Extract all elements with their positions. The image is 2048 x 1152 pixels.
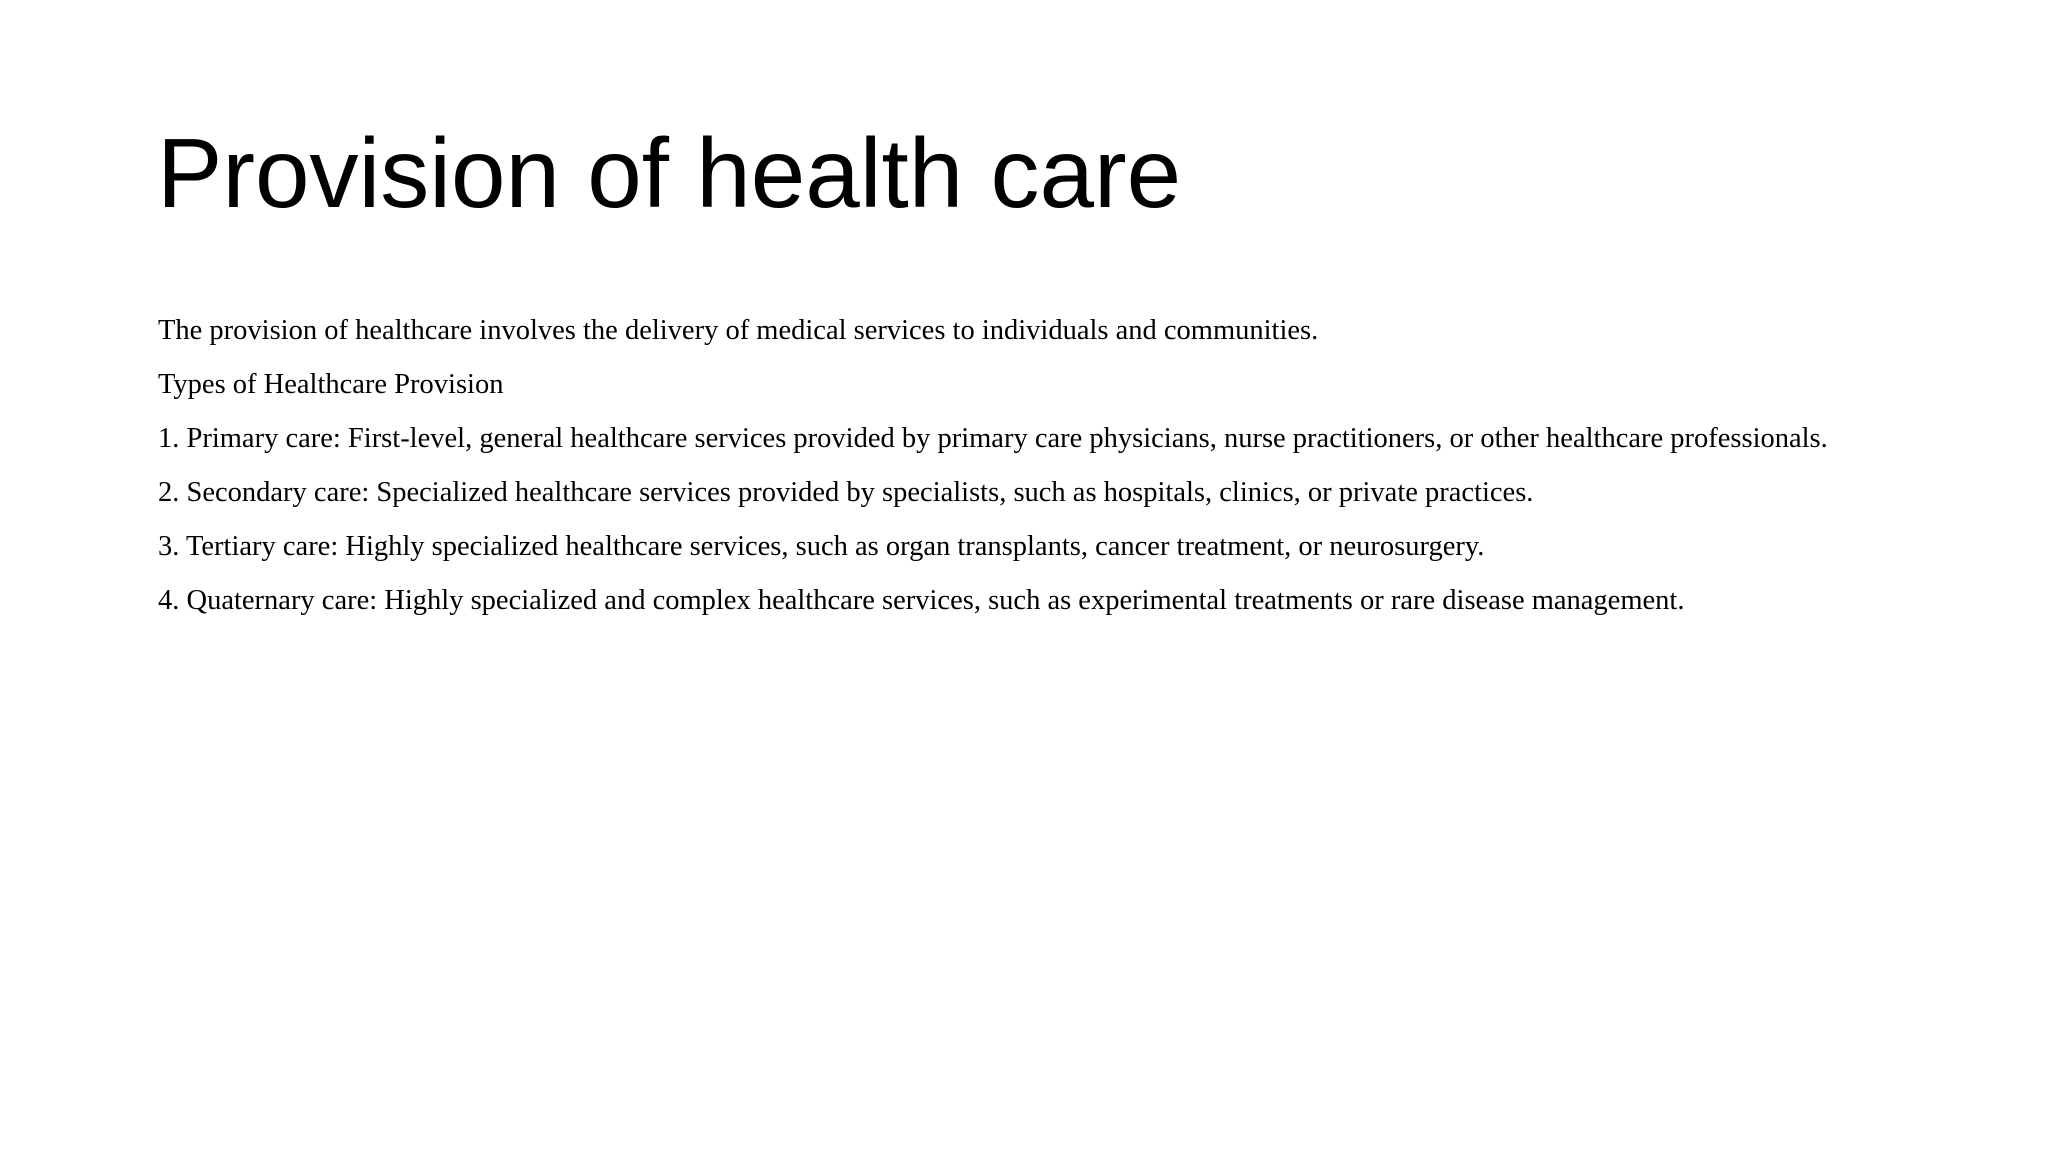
list-item-quaternary-care: 4. Quaternary care: Highly specialized and complex healthcare services, such as experimental treatments or rare disease management.: [158, 585, 1685, 616]
subheading: Types of Healthcare Provision: [158, 369, 504, 400]
slide-title: Provision of health care: [157, 118, 1182, 228]
intro-paragraph: The provision of healthcare involves the delivery of medical services to individuals and communities.: [158, 315, 1319, 346]
list-item-tertiary-care: 3. Tertiary care: Highly specialized healthcare services, such as organ transplants, cancer treatment, or neurosurgery.: [158, 531, 1485, 562]
list-item-primary-care: 1. Primary care: First-level, general healthcare services provided by primary care physicians, nurse practitioners, or other healthcare professionals.: [158, 423, 1828, 454]
list-item-secondary-care: 2. Secondary care: Specialized healthcare services provided by specialists, such as hospitals, clinics, or private practices.: [158, 477, 1534, 508]
slide-body: [158, 314, 1909, 638]
